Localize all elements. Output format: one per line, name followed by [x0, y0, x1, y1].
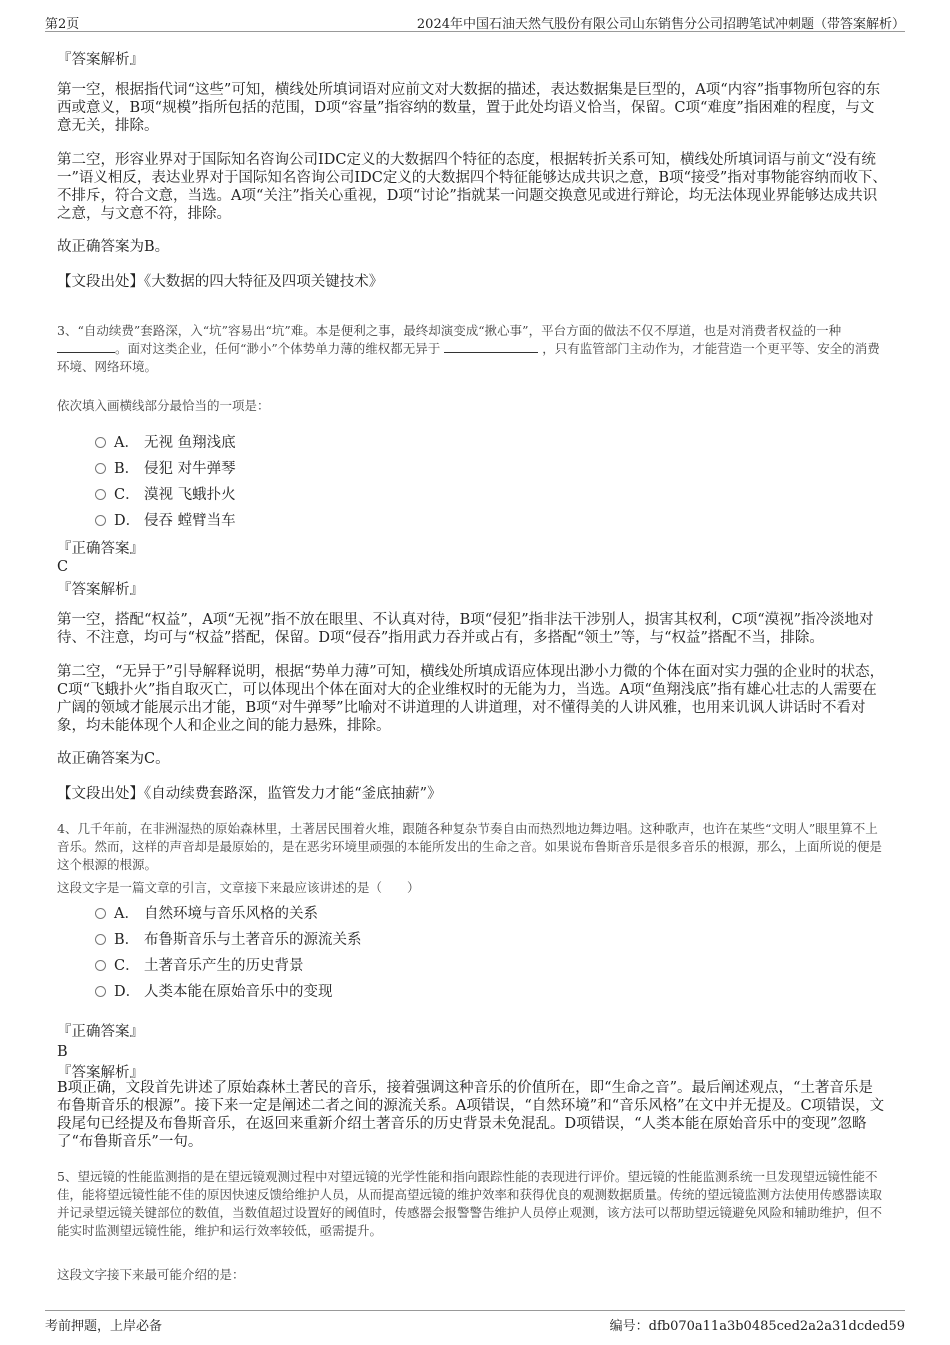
footer-slogan: 考前押题，上岸必备 [45, 1319, 163, 1334]
q4-instruction: 这段文字是一篇文章的引言，文章接下来最应该讲述的是（ ） [57, 880, 420, 895]
q5-stem: 5、望远镜的性能监测指的是在望远镜观测过程中对望远镜的光学性能和指向跟踪性能的表现进行评价。望远镜的性能监测系统一旦发现望远镜性能不佳，能将望远镜性能不佳的原因快速反馈给维护人员，从而提高望远镜的维护效率和获得优良的观测数据质量。传统的望远镜监测方法使用传感器读取并记录望远镜关键部位的数值，当数值超过设置好的阈值时，传感器会报警警告维护人员停止观测，该方法可以帮助望远镜避免风险和辅助维护，但不能实时监测望远镜性能，维护和运行效率较低，亟需提升。 [57, 1169, 883, 1238]
q4-analysis-label: 『答案解析』 [57, 1065, 144, 1081]
radio-icon[interactable] [95, 489, 106, 500]
q4-answer: B [57, 1044, 68, 1060]
q3-answer: C [57, 559, 69, 575]
q4-option-c[interactable]: C． 土著音乐产生的历史背景 [95, 954, 304, 975]
q2-conclusion: 故正确答案为B。 [57, 239, 170, 255]
q3-blank-2 [444, 352, 538, 353]
q2-source: 【文段出处】《大数据的四大特征及四项关键技术》 [57, 274, 384, 290]
radio-icon[interactable] [95, 960, 106, 971]
q2-analysis-p1: 第一空，根据指代词“这些”可知，横线处所填词语对应前文对大数据的描述，表达数据集是巨型的，A项“内容”指事物所包容的东西或意义，B项“规模”指所包括的范围，D项“容量”指容纳的数量，置于此处均语义恰当，保留。C项“难度”指困难的程度，与文意无关，排除。 [57, 82, 881, 134]
q2-analysis-p2: 第二空，形容业界对于国际知名咨询公司IDC定义的大数据四个特征的态度，根据转折关系可知，横线处所填词语与前文“没有统一”语义相反，表达业界对于国际知名咨询公司IDC定义的大数据四个特征能够达成共识之意，B项“接受”指对事物能容纳而收下、不排斥，符合文意，当选。A项“关注”指关心重视，D项“讨论”指就某一问题交换意见或进行辩论，均无法体现业界能够达成共识之意，与文意不符，排除。 [57, 152, 887, 222]
q3-blank-1 [57, 352, 115, 353]
page-footer [45, 1310, 905, 1333]
q5-instruction: 这段文字接下来最可能介绍的是： [57, 1267, 245, 1282]
radio-icon[interactable] [95, 986, 106, 997]
q3-option-b[interactable]: B． 侵犯 对牛弹琴 [95, 457, 236, 478]
radio-icon[interactable] [95, 908, 106, 919]
radio-icon[interactable] [95, 934, 106, 945]
q3-analysis-label: 『答案解析』 [57, 582, 144, 598]
q3-conclusion: 故正确答案为C。 [57, 751, 170, 767]
q3-instruction: 依次填入画横线部分最恰当的一项是： [57, 398, 270, 413]
q3-analysis-p1: 第一空，搭配“权益”，A项“无视”指不放在眼里、不认真对待，B项“侵犯”指非法干涉别人，损害其权利，C项“漠视”指冷淡地对待、不注意，均可与“权益”搭配，保留。D项“侵吞”指用武力吞并或占有，多搭配“领土”等，与“权益”搭配不当，排除。 [57, 612, 874, 646]
q4-option-b[interactable]: B． 布鲁斯音乐与土著音乐的源流关系 [95, 928, 362, 949]
document-title: 2024年中国石油天然气股份有限公司山东销售分公司招聘笔试冲刺题（带答案解析） [416, 17, 905, 32]
document-id: 编号：dfb070a11a3b0485ced2a2a31dcded59 [609, 1319, 905, 1334]
q3-option-d[interactable]: D． 侵吞 螳臂当车 [95, 509, 236, 530]
q3-source: 【文段出处】《自动续费套路深，监管发力才能“釜底抽薪”》 [57, 786, 442, 802]
q4-option-a[interactable]: A． 自然环境与音乐风格的关系 [95, 902, 318, 923]
radio-icon[interactable] [95, 515, 106, 526]
q4-answer-label: 『正确答案』 [57, 1024, 144, 1040]
q4-option-d[interactable]: D． 人类本能在原始音乐中的变现 [95, 980, 333, 1001]
q4-analysis: B项正确，文段首先讲述了原始森林土著民的音乐，接着强调这种音乐的价值所在，即“生命之音”。最后阐述观点，“土著音乐是布鲁斯音乐的根源”。接下来一定是阐述二者之间的源流关系。A项错误，“自然环境”和“音乐风格”在文中并无提及。C项错误，文段尾句已经提及布鲁斯音乐，在返回来重新介绍土著音乐的历史背景未免混乱。D项错误，“人类本能在原始音乐中的变现”忽略了“布鲁斯音乐”一句。 [57, 1080, 885, 1150]
q3-answer-label: 『正确答案』 [57, 541, 144, 557]
q3-stem: 3、“自动续费”套路深，入“坑”容易出“坑”难。本是便利之事，最终却演变成“揪心事”，平台方面的做法不仅不厚道，也是对消费者权益的一种 。面对这类企业，任何“渺小”个体势单力薄的维权都无异于 ，只有监管部门主动作为，才能营造一个更平等、安全的消费环境、网络环境。 [57, 323, 880, 374]
radio-icon[interactable] [95, 463, 106, 474]
q2-analysis-label: 『答案解析』 [57, 52, 144, 68]
page-header [45, 11, 905, 32]
page-number: 第2页 [45, 17, 80, 32]
q3-option-a[interactable]: A． 无视 鱼翔浅底 [95, 431, 236, 452]
q3-analysis-p2: 第二空，“无异于”引导解释说明，根据“势单力薄”可知，横线处所填成语应体现出渺小力微的个体在面对实力强的企业时的状态，C项“飞蛾扑火”指自取灭亡，可以体现出个体在面对大的企业维权时的无能为力，当选。A项“鱼翔浅底”指有雄心壮志的人需要在广阔的领域才能展示出才能，B项“对牛弹琴”比喻对不讲道理的人讲道理，对不懂得美的人讲风雅，也用来讥讽人讲话时不看对象，均未能体现个人和企业之间的能力悬殊，排除。 [57, 664, 885, 734]
radio-icon[interactable] [95, 437, 106, 448]
q4-stem: 4、几千年前，在非洲湿热的原始森林里，土著居民围着火堆，跟随各种复杂节奏自由而热烈地边舞边唱。这种歌声，也许在某些“文明人”眼里算不上音乐。然而，这样的声音却是最原始的，是在恶劣环境里顽强的本能所发出的生命之音。如果说布鲁斯音乐是很多音乐的根源，那么，上面所说的便是这个根源的根源。 [57, 821, 883, 872]
q3-option-c[interactable]: C． 漠视 飞蛾扑火 [95, 483, 236, 504]
